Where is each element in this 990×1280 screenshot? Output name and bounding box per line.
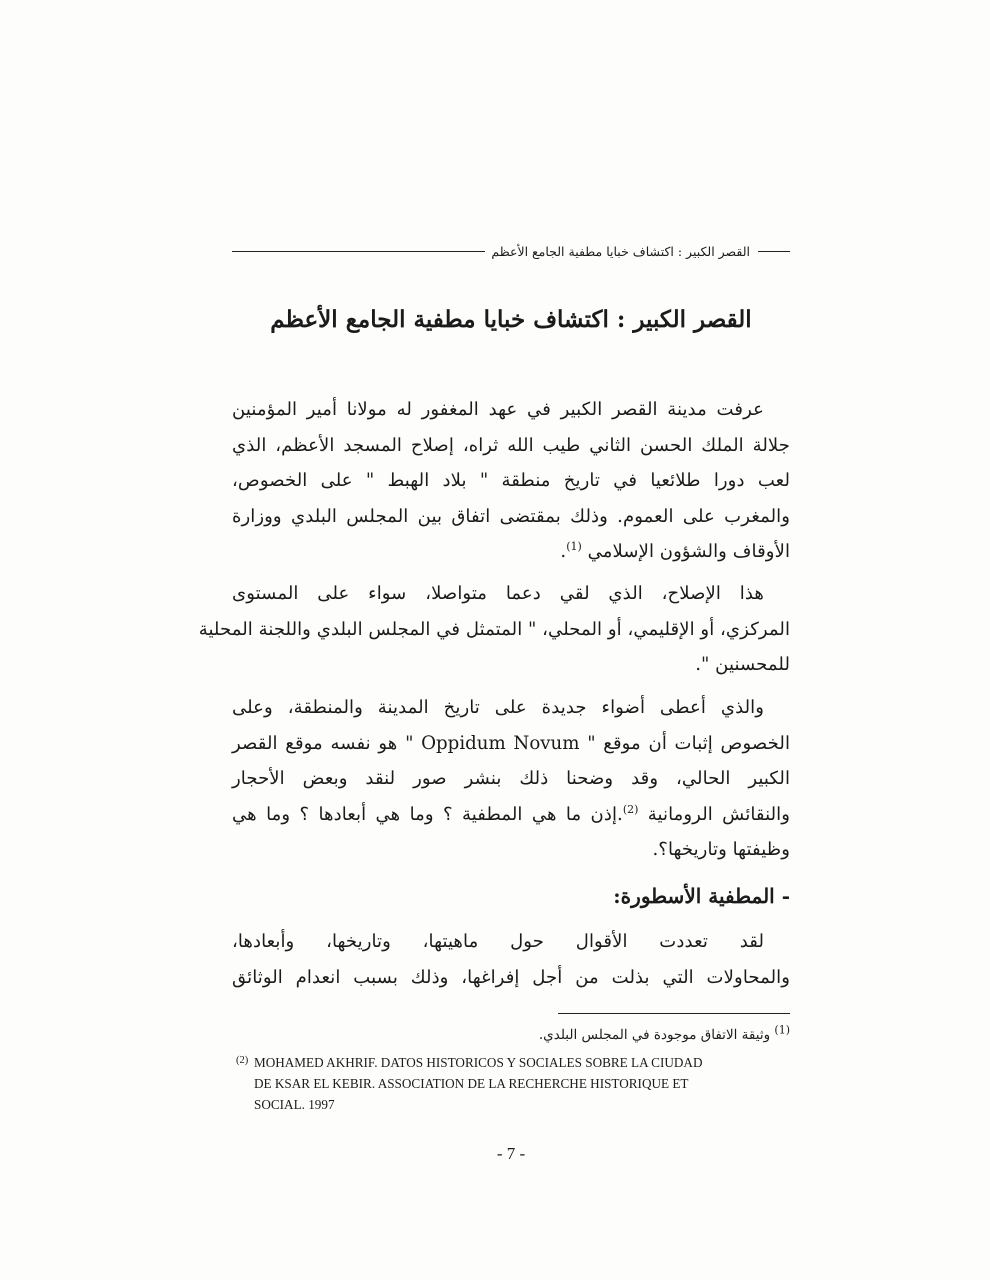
page-number: - 7 -: [496, 1144, 526, 1163]
paragraph-line: وظيفتها وتاريخها؟.: [652, 839, 790, 860]
paragraph-2: [198, 576, 790, 683]
paragraph-line: عرفت مدينة القصر الكبير في عهد المغفور له مولانا أمير المؤمنين: [232, 399, 764, 420]
paragraph-line: والمغرب على العموم. وذلك بمقتضى اتفاق بين المجلس البلدي ووزارة: [232, 505, 790, 527]
paragraph-line: والذي أعطى أضواء جديدة على تاريخ المدينة والمنطقة، وعلى: [232, 697, 764, 718]
footnote-1: [232, 1024, 790, 1046]
paragraph-line: الأوقاف والشؤون الإسلامي $^{(1)}$.: [560, 539, 790, 562]
paragraph-line: الخصوص إثبات أن موقع " Oppidum Novum " هو نفسه موقع القصر: [232, 732, 790, 754]
paragraph-line: [232, 797, 790, 833]
footnote-2: [232, 1052, 752, 1115]
footnote-2-mark: (2): [236, 1055, 249, 1066]
footnote-2-line: DE KSAR EL KEBIR. ASSOCIATION DE LA RECHERCHE HISTORIQUE ET: [254, 1076, 689, 1091]
section-heading: - المطفية الأسطورة:: [613, 884, 790, 908]
paragraph-line: للمحسنين ".: [695, 654, 790, 675]
paragraph-1: [232, 392, 790, 570]
paragraph-3: [232, 690, 790, 868]
paragraph-line: والمحاولات التي بذلت من أجل إفراغها، وذلك بسبب انعدام الوثائق: [232, 966, 790, 988]
running-header: [232, 240, 790, 262]
footnote-1-text: وثيقة الاتفاق موجودة في المجلس البلدي.: [538, 1027, 771, 1043]
footnote-ref-1[interactable]: (1): [566, 539, 582, 553]
paragraph-line-text: .إذن ما هي المطفية ؟ وما هي أبعادها ؟ وما هي: [232, 803, 623, 825]
paragraph-line: لقد تعددت الأقوال حول ماهيتها، وتاريخها، وأبعادها،: [232, 931, 764, 952]
paragraph-line-text: الأوقاف والشؤون الإسلامي: [587, 541, 790, 562]
footnote-separator: [558, 1013, 790, 1014]
paragraph-line: لعب دورا طلائعيا في تاريخ منطقة " بلاد الهبط " على الخصوص،: [232, 470, 790, 491]
paragraph-line: هذا الإصلاح، الذي لقي دعما متواصلا، سواء على المستوى: [232, 583, 764, 604]
footnote-ref-2[interactable]: (2): [622, 802, 639, 816]
paragraph-line: المركزي، أو الإقليمي، أو المحلي، " المتمثل في المجلس البلدي واللجنة المحلية: [198, 618, 790, 640]
footnote-1-mark: (1): [774, 1023, 790, 1037]
paragraph-line: الكبير الحالي، وقد وضحنا ذلك بنشر صور لنقد وبعض الأحجار: [232, 768, 790, 789]
paragraph-line: جلالة الملك الحسن الثاني طيب الله ثراه، إصلاح المسجد الأعظم، الذي: [232, 434, 790, 456]
page-title: القصر الكبير : اكتشاف خبايا مطفية الجامع الأعظم: [270, 306, 752, 333]
footnote-2-line: MOHAMED AKHRIF. DATOS HISTORICOS Y SOCIALES SOBRE LA CIUDAD: [254, 1055, 703, 1070]
header-rule-long: [232, 251, 485, 252]
running-header-text: القصر الكبير : اكتشاف خبايا مطفية الجامع الأعظم: [491, 243, 750, 259]
header-rule-short: [758, 251, 790, 252]
paragraph-line-text: والنقائش الرومانية: [647, 803, 790, 825]
footnote-2-line: SOCIAL. 1997: [254, 1097, 335, 1112]
paragraph-4: [232, 924, 790, 995]
